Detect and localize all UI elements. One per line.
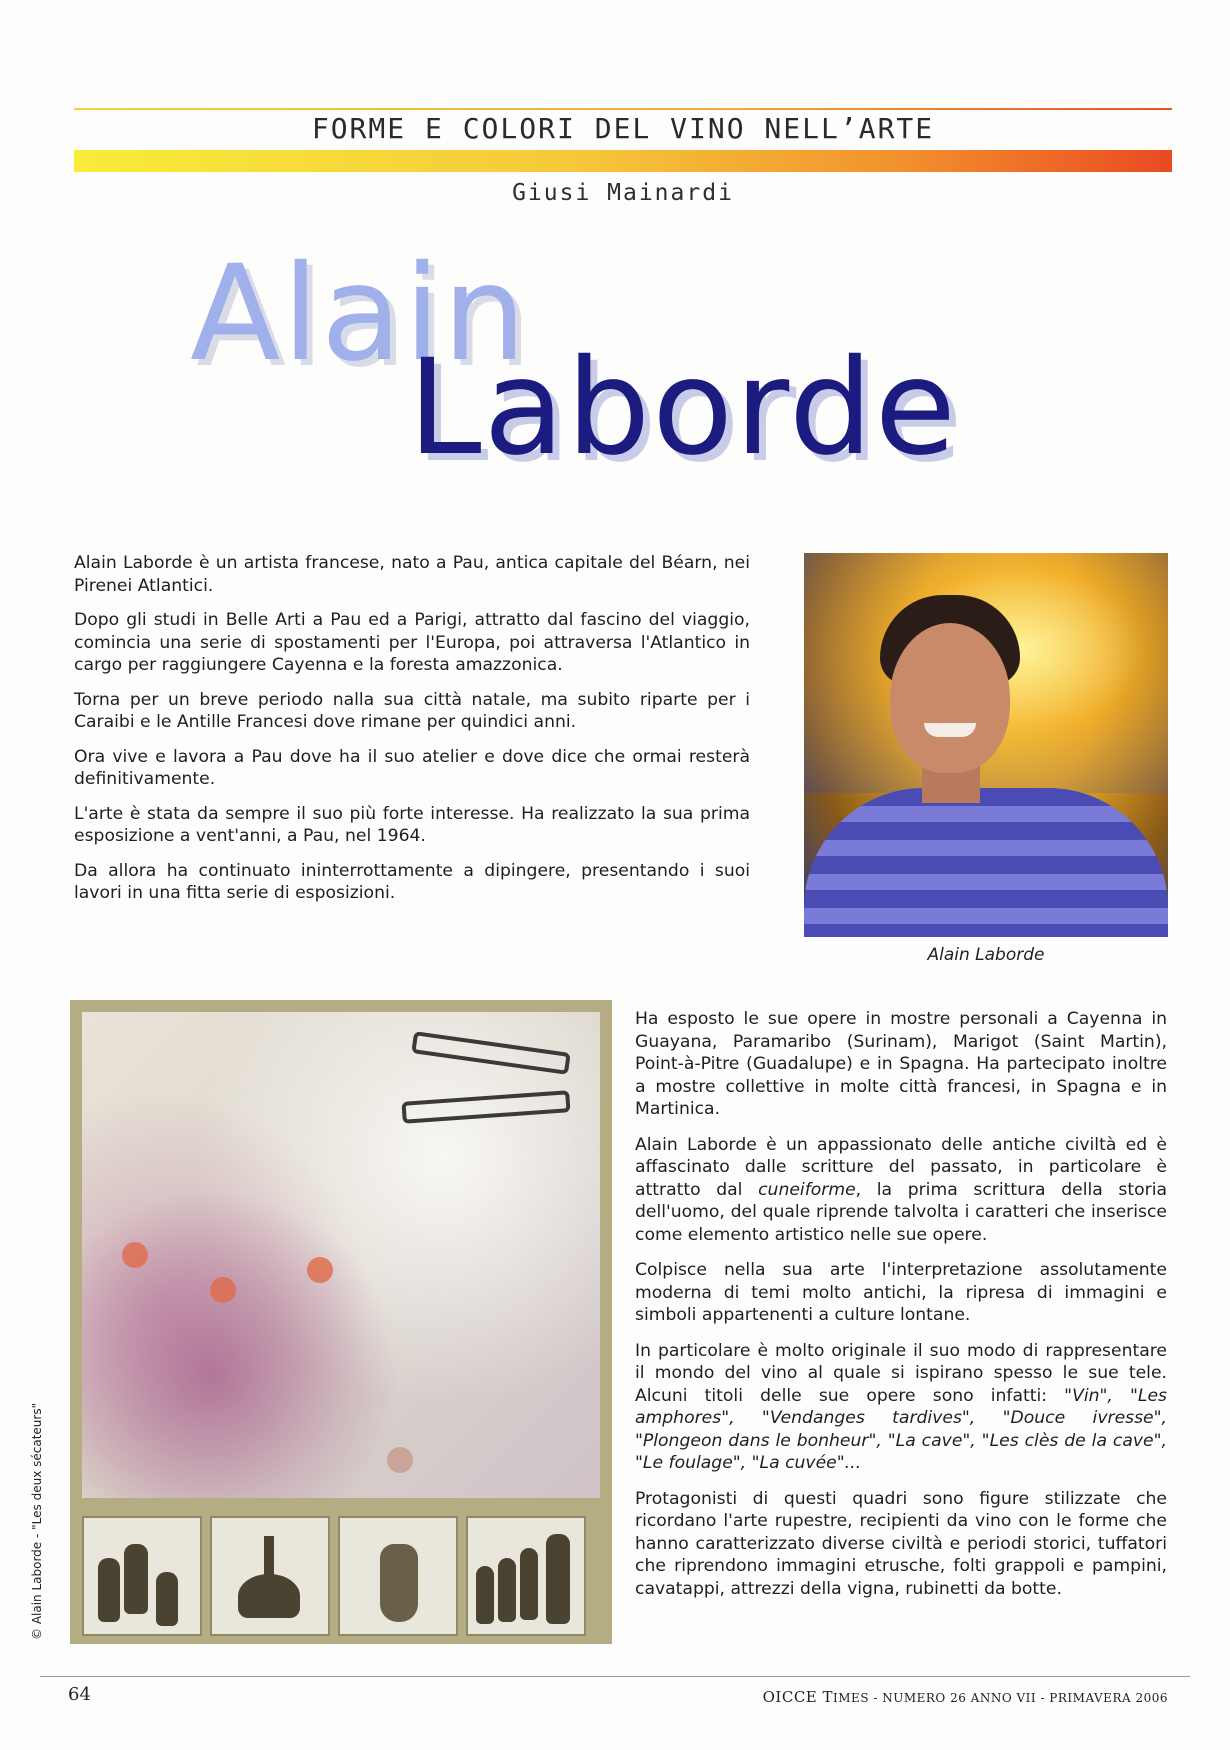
publication-name-rest: IMES [833, 1691, 870, 1705]
publication-issue: - NUMERO 26 ANNO VII - PRIMAVERA 2006 [869, 1691, 1168, 1705]
page-number: 64 [68, 1684, 91, 1705]
bottle-panel [210, 1516, 330, 1636]
artwork-image [70, 1000, 612, 1644]
title-last-name: Laborde [408, 331, 958, 485]
footer-rule [40, 1676, 1190, 1677]
paragraph: Protagonisti di questi quadri sono figure stilizzate che ricordano l'arte rupestre, recipienti da vino con le forme che hanno caratterizzato diverse civiltà e periodi storici, tuffatori che riprendono immagini etrusche, folti grappoli e pampini, cavatappi, attrezzi della vigna, rubinetti da botte. [635, 1488, 1167, 1599]
bottle-panel [338, 1516, 458, 1636]
paragraph: Ha esposto le sue opere in mostre personali a Cayenna in Guayana, Paramaribo (Surinam), Marigot (Saint Martin), Point-à-Pitre (Guadalupe) e in Spagna. Ha partecipato inoltre a mostre collettive in molte città francesi, in Spagna e in Martinica. [635, 1009, 1167, 1119]
publication-info [660, 1688, 1168, 1706]
left-column [74, 552, 750, 917]
cherub-figure [307, 1257, 333, 1283]
bottle-icon [546, 1534, 570, 1624]
carafe-neck [264, 1536, 274, 1576]
paragraph: L'arte è stata da sempre il suo più forte interesse. Ha realizzato la sua prima esposizione a vent'anni, a Pau, nel 1964. [74, 803, 750, 846]
paragraph: Torna per un breve periodo nalla sua città natale, ma subito riparte per i Caraibi e le Antille Francesi dove rimane per quindici anni. [74, 689, 750, 732]
pruning-shears-icon [401, 1090, 570, 1124]
portrait-face [890, 623, 1010, 773]
bottle-icon [498, 1558, 516, 1622]
text-run: , la prima scrittura della storia dell'uomo, del quale riprende talvolta i caratteri che inserisce come elemento artistico nelle sue opere. [635, 1179, 1168, 1245]
right-column [635, 1008, 1167, 1613]
paragraph: Colpisce nella sua arte l'interpretazione assolutamente moderna di temi molto antichi, la ripresa di immagini e simboli appartenenti a culture lontane. [635, 1260, 1167, 1325]
jug-icon [380, 1544, 418, 1622]
pruning-shears-icon [411, 1031, 571, 1075]
artwork-band [82, 1498, 600, 1514]
text-run-italic: "Vin", "Les amphores", "Vendanges tardives", "Douce ivresse", "Plongeon dans le bonheur", "La cave", "Les clès de la cave", "Le foulage", "La cuvée"... [635, 1385, 1168, 1473]
paragraph: Da allora ha continuato ininterrottamente a dipingere, presentando i suoi lavori in una fitta serie di esposizioni. [74, 860, 750, 903]
article-author: Giusi Mainardi [512, 180, 734, 206]
paragraph [635, 1340, 1167, 1475]
bottle-panel [82, 1516, 202, 1636]
portrait-smile [924, 723, 976, 737]
paragraph: Alain Laborde è un artista francese, nato a Pau, antica capitale del Béarn, nei Pirenei Atlantici. [74, 553, 750, 596]
title-first-name: Alain [190, 237, 529, 391]
artwork-credit: © Alain Laborde - "Les deux sécateurs" [30, 1402, 44, 1640]
header-top-rule [74, 108, 1172, 110]
cherub-figure [122, 1242, 148, 1268]
bottle-icon [98, 1558, 120, 1622]
bottle-icon [124, 1544, 148, 1614]
bottle-icon [476, 1566, 494, 1624]
publication-name: OICCE T [762, 1688, 834, 1706]
cherub-figure [387, 1447, 413, 1473]
cherub-figure [210, 1277, 236, 1303]
header-color-bar [74, 150, 1172, 172]
artist-portrait-photo [804, 553, 1168, 937]
portrait-shirt [804, 788, 1168, 937]
text-run-italic: cuneiforme [758, 1179, 856, 1200]
portrait-caption: Alain Laborde [927, 945, 1045, 965]
carafe-icon [238, 1574, 300, 1618]
paragraph [635, 1134, 1167, 1247]
artwork-canvas [82, 1012, 600, 1498]
text-run: Alain Laborde è un appassionato delle antiche civiltà ed è affascinato dalle scritture del passato, in particolare è attratto dal [635, 1134, 1167, 1200]
paragraph: Dopo gli studi in Belle Arti a Pau ed a Parigi, attratto dal fascino del viaggio, comincia una serie di spostamenti per l'Europa, poi attraversa l'Atlantico in cargo per raggiungere Cayenna e la foresta amazzonica. [74, 610, 750, 675]
section-title: FORME E COLORI DEL VINO NELL’ARTE [311, 112, 935, 145]
bottle-panel [466, 1516, 586, 1636]
paragraph: Ora vive e lavora a Pau dove ha il suo atelier e dove dice che ormai resterà definitivamente. [74, 746, 750, 789]
bottle-icon [156, 1572, 178, 1626]
bottle-icon [520, 1548, 538, 1620]
text-run: In particolare è molto originale il suo modo di rappresentare il mondo del vino al quale si ispirano spesso le sue tele. Alcuni titoli delle sue opere sono infatti: [635, 1340, 1167, 1406]
